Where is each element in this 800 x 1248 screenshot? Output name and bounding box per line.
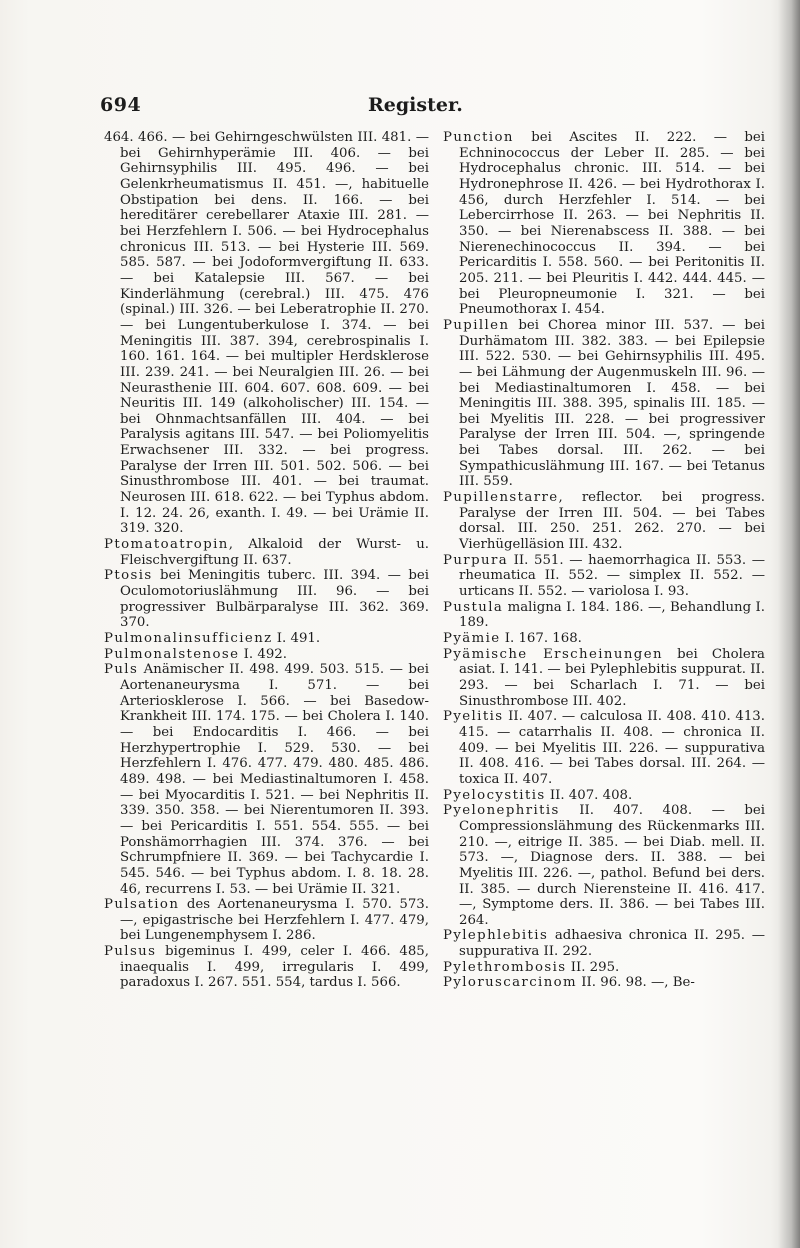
left-index-column <box>104 130 429 991</box>
page-number: 694 <box>100 94 142 116</box>
index-keyword: Pylethrombosis <box>443 959 567 975</box>
index-references: II. 96. 98. —, Be- <box>577 975 695 991</box>
index-entry <box>443 803 765 928</box>
index-references: I. 491. <box>272 631 321 646</box>
index-references: maligna I. 184. 186. —, Behandlung I. 189. <box>459 599 765 631</box>
index-keyword: Pustula <box>443 599 504 615</box>
index-entry <box>443 130 765 318</box>
index-references: I. 167. 168. <box>500 631 582 646</box>
index-references: II. 407. 408. — bei Compressionslähmung des Rückenmarks III. 210. —, eitrige II. 385. — bei Diab. mell. II. 573. —, Diagnose ders. II. 388. — bei Myelitis III. 226. —, pathol. Befund bei ders. II. 385. — durch Nierensteine II. 416. 417. —, Symptome ders. II. 386. — bei Tabes III. 264. <box>459 803 765 928</box>
index-keyword: Pyelitis <box>443 709 504 725</box>
index-entry <box>443 788 765 804</box>
index-entry <box>443 647 765 710</box>
running-head: Register. <box>368 94 463 116</box>
index-entry <box>443 960 765 976</box>
index-entry <box>443 928 765 959</box>
index-entry <box>443 975 765 991</box>
index-entry <box>104 631 429 647</box>
index-keyword: Pulsation <box>104 897 180 913</box>
index-references: bei Ascites II. 222. — bei Echninococcus der Leber II. 285. — bei Hydrocephalus chronic. III. 514. — bei Hydronephrose II. 426. — bei Hydrothorax I. 456, durch Herzfehler I. 514. — bei Lebercirrhose II. 263. — bei Nephritis II. 350. — bei Nierenabscess II. 388. — bei Nierenechinococcus II. 394. — bei Pericarditis I. 558. 560. — bei Peritonitis II. 205. 211. — bei Pleuritis I. 442. 444. 445. — bei Pleuropneumonie I. 321. — bei Pneumothorax I. 454. <box>459 130 765 318</box>
index-entry <box>104 662 429 897</box>
index-keyword: Pulsus <box>104 944 157 960</box>
index-entry <box>443 709 765 787</box>
index-references: , reflector. bei progress. Paralyse der Irren III. 504. — bei Tabes dorsal. III. 250. 251. 262. 270. — bei Vierhügelläsion III. 432. <box>459 490 765 553</box>
index-references: II. 295. <box>566 959 620 975</box>
index-keyword: Pyelonephritis <box>443 803 560 819</box>
index-keyword: Puls <box>104 662 139 678</box>
index-entry <box>104 897 429 944</box>
index-entry <box>104 568 429 631</box>
index-entry <box>443 631 765 647</box>
index-references: 464. 466. — bei Gehirngeschwülsten III. 481. — bei Gehirnhyperämie III. 406. — bei Gehirnsyphilis III. 495. 496. — bei Gelenkrheumatismus II. 451. —, habituelle Obstipation bei dens. II. 166. — bei hereditärer cerebellarer Ataxie III. 281. — bei Herzfehlern I. 506. — bei Hydrocephalus chronicus III. 513. — bei Hysterie III. 569. 585. 587. — bei Jodoformvergiftung II. 633. — bei Katalepsie III. 567. — bei Kinderlähmung (cerebral.) III. 475. 476 (spinal.) III. 326. — bei Leberatrophie II. 270. — bei Lungentuberkulose I. 374. — bei Meningitis III. 387. 394, cerebrospinalis I. 160. 161. 164. — bei multipler Herdsklerose III. 239. 241. — bei Neuralgien III. 26. — bei Neurasthenie III. 604. 607. 608. 609. — bei Neuritis III. 149 (alkoholischer) III. 154. — bei Ohnmachtsanfällen III. 404. — bei Paralysis agitans III. 547. — bei Poliomyelitis Erwachsener III. 332. — bei progress. Paralyse der Irren III. 501. 502. 506. — bei Sinusthrombose III. 401. — bei traumat. Neurosen III. 618. 622. — bei Typhus abdom. I. 12. 24. 26, exanth. I. 49. — bei Urämie II. 319. 320. <box>104 130 429 537</box>
index-keyword: Pupillen <box>443 317 510 333</box>
index-entry <box>443 553 765 600</box>
index-references: des Aortenaneurysma I. 570. 573. —, epigastrische bei Herzfehlern I. 477. 479, bei Lungenemphysem I. 286. <box>120 897 429 944</box>
index-keyword: Ptosis <box>104 568 153 584</box>
index-entry <box>104 647 429 663</box>
index-references: adhaesiva chronica II. 295. — suppurativa II. 292. <box>459 928 765 960</box>
index-references: bei Cholera asiat. I. 141. — bei Pylephlebitis suppurat. II. 293. — bei Scharlach I. 71. — bei Sinusthrombose III. 402. <box>459 646 765 709</box>
right-index-column <box>443 130 765 991</box>
page-edge-shadow <box>778 0 800 1248</box>
index-keyword: Pyämie <box>443 631 501 646</box>
index-keyword: Pyämische Erscheinungen <box>443 646 663 662</box>
index-keyword: Pyelocystitis <box>443 787 546 803</box>
index-keyword: Pulmonalinsufficienz <box>104 631 273 646</box>
index-references: , Alkaloid der Wurst- u. Fleischvergiftung II. 637. <box>120 537 429 568</box>
index-entry <box>443 490 765 553</box>
index-references: bei Meningitis tuberc. III. 394. — bei Oculomotoriuslähmung III. 96. — bei progressiver Bulbärparalyse III. 362. 369. 370. <box>120 568 429 631</box>
index-keyword: Pupillenstarre <box>443 490 559 506</box>
index-references: II. 407. — calculosa II. 408. 410. 413. 415. — catarrhalis II. 408. — chronica II. 409. — bei Myelitis III. 226. — suppurativa II. 408. 416. — bei Tabes dorsal. III. 264. — toxica II. 407. <box>459 709 765 787</box>
index-keyword: Pylephlebitis <box>443 928 549 944</box>
index-references: II. 407. 408. <box>545 787 633 803</box>
index-entry <box>104 537 429 568</box>
index-entry <box>104 130 429 537</box>
index-entry <box>104 944 429 991</box>
index-references: II. 551. — haemorrhagica II. 553. — rheumatica II. 552. — simplex II. 552. — urticans II. 552. — variolosa I. 93. <box>459 552 765 600</box>
index-keyword: Pulmonalstenose <box>104 646 240 662</box>
index-keyword: Pyloruscarcinom <box>443 975 578 991</box>
index-references: Anämischer II. 498. 499. 503. 515. — bei Aortenaneurysma I. 571. — bei Arteriosklerose I. 566. — bei Basedow-Krankheit III. 174. 175. — bei Cholera I. 140. — bei Endocarditis I. 466. — bei Herzhypertrophie I. 529. 530. — bei Herzfehlern I. 476. 477. 479. 480. 485. 486. 489. 498. — bei Mediastinaltumoren I. 458. — bei Myocarditis I. 521. — bei Nephritis II. 339. 350. 358. — bei Nierentumoren II. 393. — bei Pericarditis I. 551. 554. 555. — bei Ponshämorrhagien III. 374. 376. — bei Schrumpfniere II. 369. — bei Tachycardie I. 545. 546. — bei Typhus abdom. I. 8. 18. 28. 46, recurrens I. 53. — bei Urämie II. 321. <box>120 662 429 897</box>
index-references: I. 492. <box>239 646 287 662</box>
index-keyword: Punction <box>443 130 514 145</box>
index-references: bigeminus I. 499, celer I. 466. 485, inaequalis I. 499, irregularis I. 499, paradoxus I. 267. 551. 554, tardus I. 566. <box>120 944 429 991</box>
index-keyword: Ptomatoatropin <box>104 537 229 553</box>
index-references: bei Chorea minor III. 537. — bei Durhämatom III. 382. 383. — bei Epilepsie III. 522. 530. — bei Gehirnsyphilis III. 495. — bei Lähmung der Augenmuskeln III. 96. — bei Mediastinaltumoren I. 458. — bei Meningitis III. 388. 395, spinalis III. 185. — bei Myelitis III. 228. — bei progressiver Paralyse der Irren III. 504. —, springende bei Tabes dorsal. III. 262. — bei Sympathicuslähmung III. 167. — bei Tetanus III. 559. <box>459 317 765 490</box>
index-entry <box>443 600 765 631</box>
page-header <box>100 94 740 122</box>
index-keyword: Purpura <box>443 552 509 568</box>
index-entry <box>443 318 765 490</box>
